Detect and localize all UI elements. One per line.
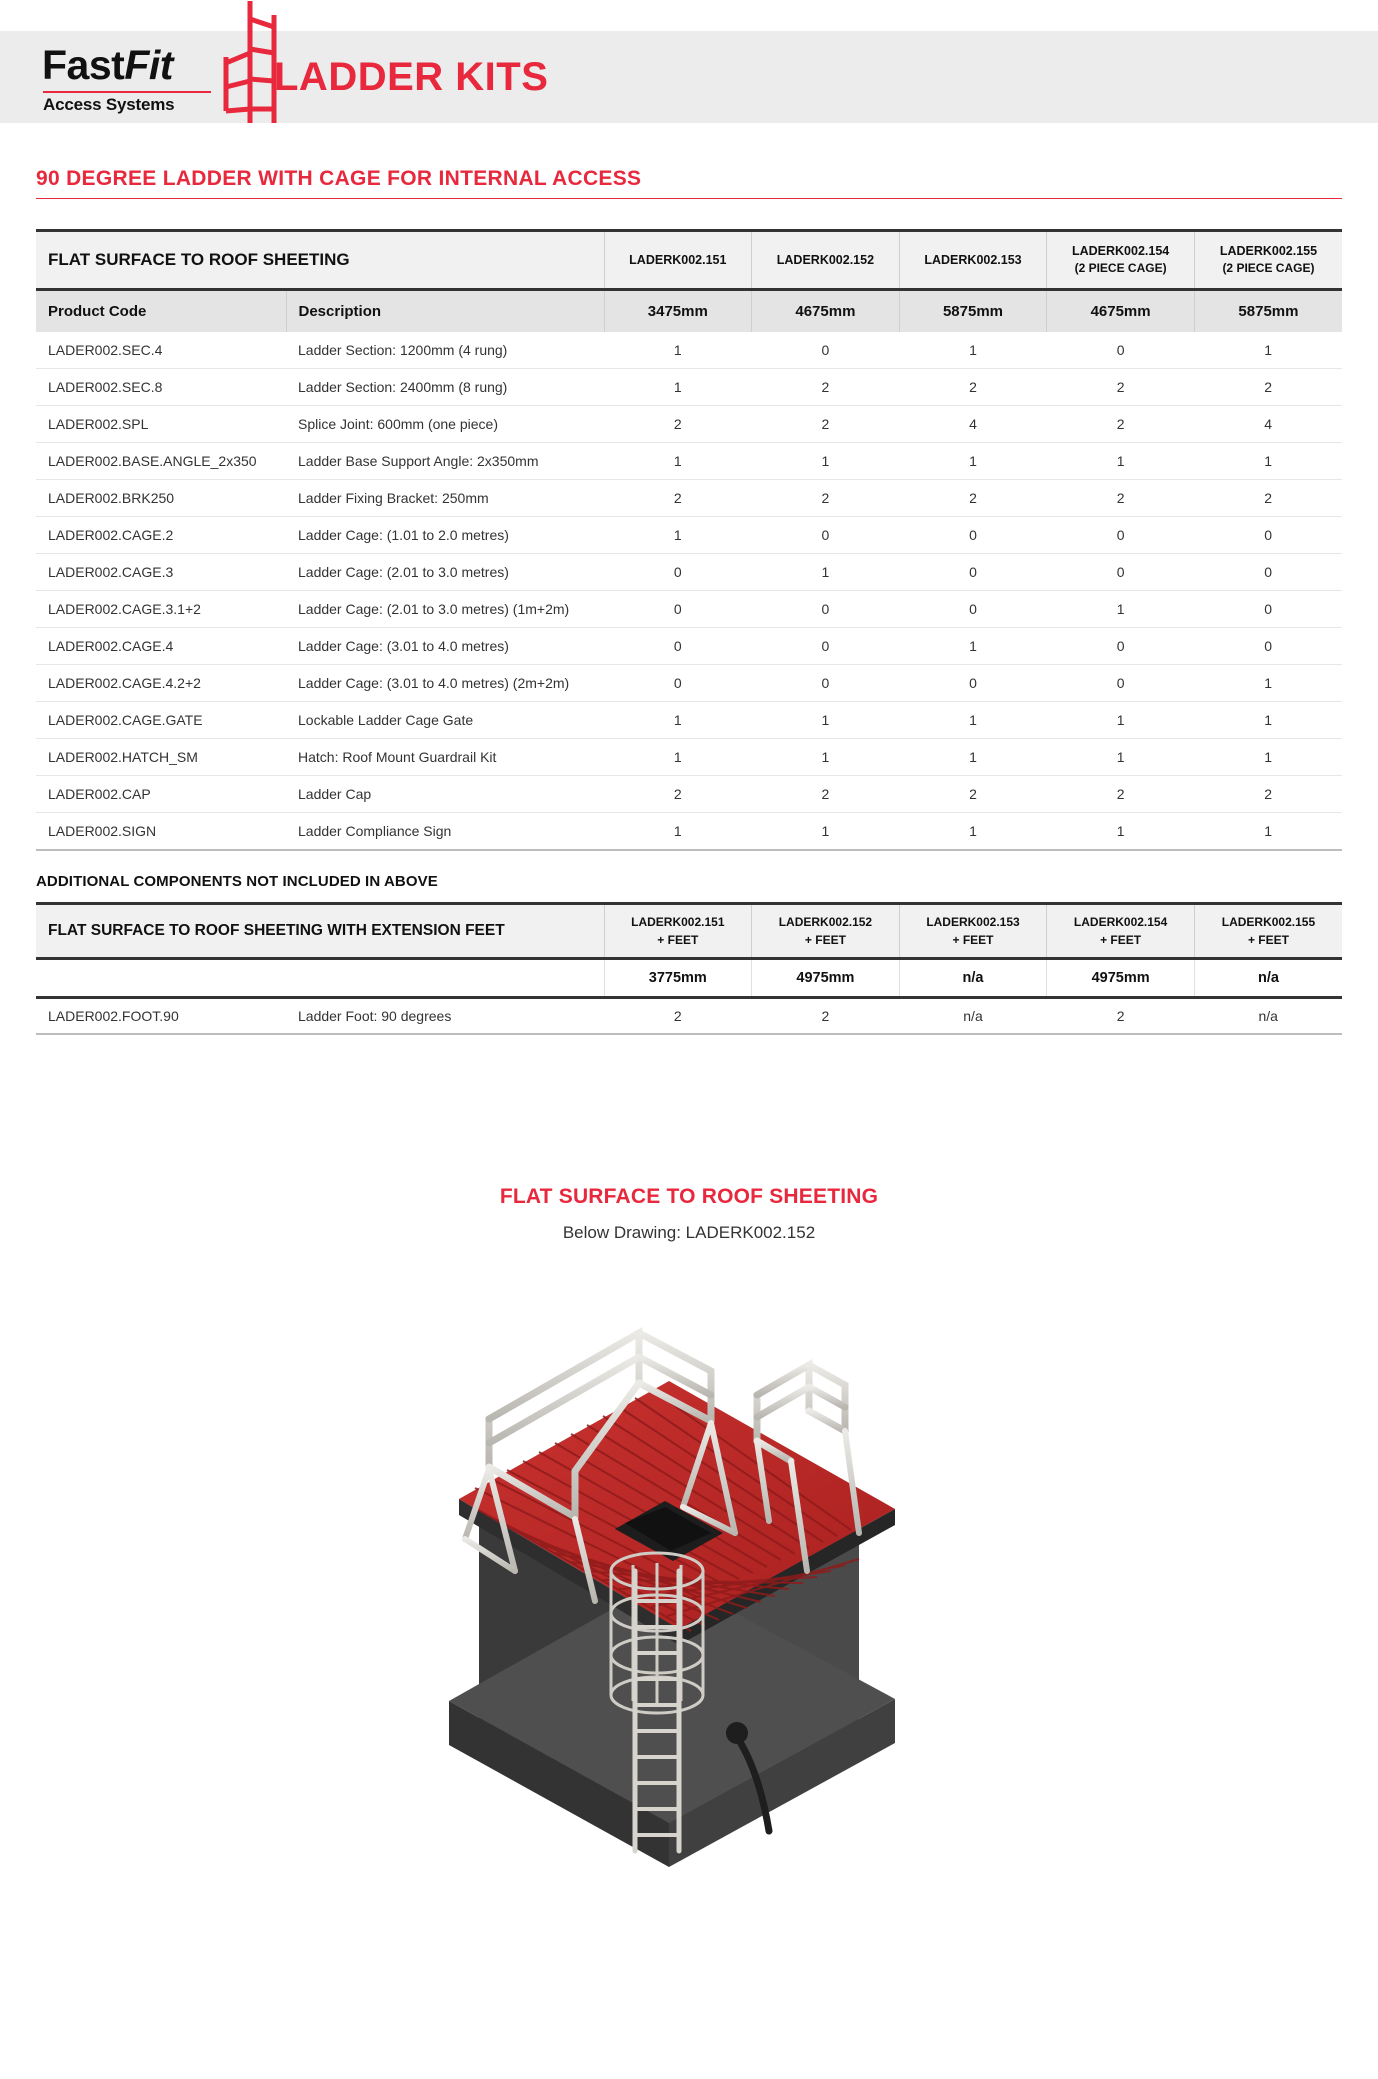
row-qty-155: 2 [1194,479,1342,516]
row-qty-151: 1 [604,442,752,479]
row-qty-151: 0 [604,627,752,664]
row-qty-151: 2 [604,405,752,442]
col-height-152: 4675mm [752,289,900,332]
row-qty-154: 1 [1047,701,1195,738]
figure-subtitle: Below Drawing: LADERK002.152 [562,1222,816,1242]
fastfit-logo [36,17,268,137]
figure-title: FLAT SURFACE TO ROOF SHEETING [499,1184,879,1208]
table-subheader-row [36,289,1342,332]
table-row [36,701,1342,738]
table-row [36,812,1342,850]
row-qty-153: 1 [899,812,1047,850]
section-heading: 90 DEGREE LADDER WITH CAGE FOR INTERNAL ACCESS [36,167,642,190]
row-description: Ladder Cage: (1.01 to 2.0 metres) [286,516,604,553]
row-qty-153: 0 [899,553,1047,590]
row-qty-153: n/a [899,997,1047,1034]
row-qty-152: 2 [752,405,900,442]
feet-column-header-155 [1194,903,1342,958]
row-description: Hatch: Roof Mount Guardrail Kit [286,738,604,775]
feet-column-header-153 [899,903,1047,958]
row-qty-153: 0 [899,590,1047,627]
main-table-wrapper [36,229,1342,851]
spacer-code-cell [36,958,286,997]
row-qty-152: 0 [752,332,900,369]
additional-header-row [36,903,1342,958]
row-description: Ladder Cage: (3.01 to 4.0 metres) (2m+2m) [286,664,604,701]
row-description: Ladder Compliance Sign [286,812,604,850]
table-row [36,738,1342,775]
row-description: Ladder Cap [286,775,604,812]
section-rule [36,198,1342,199]
row-qty-155: n/a [1194,997,1342,1034]
feet-height-155: n/a [1194,958,1342,997]
row-qty-153: 1 [899,701,1047,738]
row-product-code: LADER002.CAGE.2 [36,516,286,553]
logo-word-fast: Fast [42,42,125,88]
row-qty-152: 2 [752,775,900,812]
kit-column-header-153 [899,231,1047,290]
spacer-desc-cell [286,958,604,997]
row-qty-151: 1 [604,332,752,369]
row-qty-151: 1 [604,516,752,553]
row-qty-153: 2 [899,368,1047,405]
row-qty-151: 2 [604,775,752,812]
feet-note-153: + FEET [952,932,994,947]
table-row [36,627,1342,664]
additional-components-heading: ADDITIONAL COMPONENTS NOT INCLUDED IN ABOVE [36,872,438,890]
col-header-description: Description [286,289,604,332]
main-table-title: FLAT SURFACE TO ROOF SHEETING [36,231,604,290]
table-row [36,442,1342,479]
row-qty-151: 2 [604,997,752,1034]
feet-code-155: LADERK002.155 [1221,914,1316,929]
logo-tagline: Access Systems [43,95,175,114]
row-qty-151: 1 [604,368,752,405]
logo-divider-rule [43,91,211,93]
table-row [36,664,1342,701]
feet-column-header-151 [604,903,752,958]
row-description: Ladder Base Support Angle: 2x350mm [286,442,604,479]
row-qty-153: 2 [899,775,1047,812]
kit-column-header-152 [752,231,900,290]
row-product-code: LADER002.SEC.4 [36,332,286,369]
kit-code-152: LADERK002.152 [776,252,875,267]
row-qty-152: 0 [752,664,900,701]
feet-height-152: 4975mm [752,958,900,997]
feet-note-155: + FEET [1247,932,1289,947]
table-row [36,775,1342,812]
row-product-code: LADER002.CAGE.4.2+2 [36,664,286,701]
row-qty-153: 1 [899,332,1047,369]
ladder-kit-table [36,229,1342,851]
row-qty-155: 4 [1194,405,1342,442]
row-qty-155: 1 [1194,812,1342,850]
extension-feet-table [36,902,1342,1035]
ladder-assembly-illustration [0,1271,1378,1891]
logo-word-fit: Fit [124,42,173,88]
row-qty-152: 1 [752,812,900,850]
row-qty-153: 1 [899,627,1047,664]
feet-height-151: 3775mm [604,958,752,997]
additional-table-wrapper [36,902,1342,1035]
row-description: Ladder Section: 2400mm (8 rung) [286,368,604,405]
row-qty-152: 1 [752,553,900,590]
feet-code-152: LADERK002.152 [778,914,873,929]
kit-column-header-155 [1194,231,1342,290]
row-qty-154: 2 [1047,405,1195,442]
main-table-body [36,332,1342,850]
row-qty-154: 1 [1047,812,1195,850]
figure-block [0,1185,1378,1891]
row-description: Ladder Cage: (2.01 to 3.0 metres) [286,553,604,590]
additional-table-body [36,997,1342,1034]
row-qty-154: 0 [1047,553,1195,590]
row-description: Ladder Cage: (3.01 to 4.0 metres) [286,627,604,664]
row-qty-154: 2 [1047,775,1195,812]
row-qty-151: 1 [604,701,752,738]
row-qty-153: 0 [899,516,1047,553]
row-qty-155: 1 [1194,442,1342,479]
row-qty-152: 1 [752,442,900,479]
row-qty-155: 1 [1194,701,1342,738]
row-qty-153: 2 [899,479,1047,516]
page-title: LADDER KITS [274,55,549,99]
row-qty-154: 1 [1047,738,1195,775]
kit-note-154: (2 PIECE CAGE) [1074,261,1167,276]
page-header [0,31,1378,123]
row-qty-155: 0 [1194,590,1342,627]
row-qty-153: 0 [899,664,1047,701]
row-product-code: LADER002.HATCH_SM [36,738,286,775]
row-qty-155: 2 [1194,775,1342,812]
row-qty-153: 1 [899,738,1047,775]
row-qty-152: 0 [752,627,900,664]
row-qty-151: 2 [604,479,752,516]
feet-code-153: LADERK002.153 [926,914,1020,929]
row-qty-154: 1 [1047,442,1195,479]
table-row [36,553,1342,590]
row-product-code: LADER002.CAGE.4 [36,627,286,664]
row-description: Lockable Ladder Cage Gate [286,701,604,738]
row-product-code: LADER002.CAGE.3.1+2 [36,590,286,627]
row-description: Ladder Foot: 90 degrees [286,997,604,1034]
kit-code-154: LADERK002.154 [1071,244,1170,258]
row-qty-155: 0 [1194,516,1342,553]
feet-code-154: LADERK002.154 [1073,914,1168,929]
document-page [0,31,1378,2079]
row-qty-153: 1 [899,442,1047,479]
row-qty-154: 0 [1047,332,1195,369]
row-qty-155: 1 [1194,738,1342,775]
row-qty-153: 4 [899,405,1047,442]
col-header-product-code: Product Code [36,289,286,332]
row-qty-154: 0 [1047,516,1195,553]
ladder-logo-icon [204,0,284,134]
table-row [36,332,1342,369]
row-qty-151: 0 [604,553,752,590]
row-qty-152: 0 [752,516,900,553]
row-product-code: LADER002.FOOT.90 [36,997,286,1034]
row-qty-154: 2 [1047,997,1195,1034]
row-qty-155: 2 [1194,368,1342,405]
row-qty-151: 0 [604,664,752,701]
table-row [36,479,1342,516]
logo-wordmark [42,42,173,88]
row-description: Ladder Cage: (2.01 to 3.0 metres) (1m+2m) [286,590,604,627]
feet-note-151: + FEET [657,932,699,947]
table-row [36,368,1342,405]
feet-height-154: 4975mm [1047,958,1195,997]
row-product-code: LADER002.BRK250 [36,479,286,516]
table-row [36,590,1342,627]
row-qty-154: 0 [1047,664,1195,701]
isometric-drawing-svg [339,1271,1039,1891]
row-product-code: LADER002.SIGN [36,812,286,850]
table-header-row [36,231,1342,290]
row-qty-155: 1 [1194,664,1342,701]
feet-note-152: + FEET [804,932,846,947]
feet-height-153: n/a [899,958,1047,997]
row-description: Ladder Section: 1200mm (4 rung) [286,332,604,369]
col-height-154: 4675mm [1047,289,1195,332]
row-product-code: LADER002.CAP [36,775,286,812]
row-qty-151: 1 [604,812,752,850]
row-qty-152: 2 [752,479,900,516]
col-height-151: 3475mm [604,289,752,332]
kit-note-155: (2 PIECE CAGE) [1222,261,1315,276]
col-height-153: 5875mm [899,289,1047,332]
kit-column-header-154 [1047,231,1195,290]
row-qty-154: 2 [1047,368,1195,405]
kit-code-153: LADERK002.153 [924,252,1022,267]
row-product-code: LADER002.CAGE.3 [36,553,286,590]
row-qty-152: 1 [752,701,900,738]
kit-code-151: LADERK002.151 [629,252,727,267]
row-description: Ladder Fixing Bracket: 250mm [286,479,604,516]
row-qty-152: 1 [752,738,900,775]
kit-code-155: LADERK002.155 [1219,244,1318,258]
col-height-155: 5875mm [1194,289,1342,332]
additional-heights-row [36,958,1342,997]
row-qty-151: 0 [604,590,752,627]
feet-column-header-152 [752,903,900,958]
row-qty-152: 2 [752,368,900,405]
row-product-code: LADER002.SPL [36,405,286,442]
row-qty-152: 0 [752,590,900,627]
table-row [36,997,1342,1034]
table-row [36,405,1342,442]
feet-code-151: LADERK002.151 [631,914,725,929]
row-qty-155: 0 [1194,627,1342,664]
row-product-code: LADER002.BASE.ANGLE_2x350 [36,442,286,479]
row-product-code: LADER002.CAGE.GATE [36,701,286,738]
row-product-code: LADER002.SEC.8 [36,368,286,405]
table-row [36,516,1342,553]
row-qty-155: 0 [1194,553,1342,590]
row-description: Splice Joint: 600mm (one piece) [286,405,604,442]
row-qty-155: 1 [1194,332,1342,369]
row-qty-152: 2 [752,997,900,1034]
row-qty-154: 1 [1047,590,1195,627]
row-qty-154: 2 [1047,479,1195,516]
additional-table-title: FLAT SURFACE TO ROOF SHEETING WITH EXTENSION FEET [36,903,604,958]
feet-column-header-154 [1047,903,1195,958]
kit-column-header-151 [604,231,752,290]
row-qty-151: 1 [604,738,752,775]
row-qty-154: 0 [1047,627,1195,664]
feet-note-154: + FEET [1100,932,1142,947]
